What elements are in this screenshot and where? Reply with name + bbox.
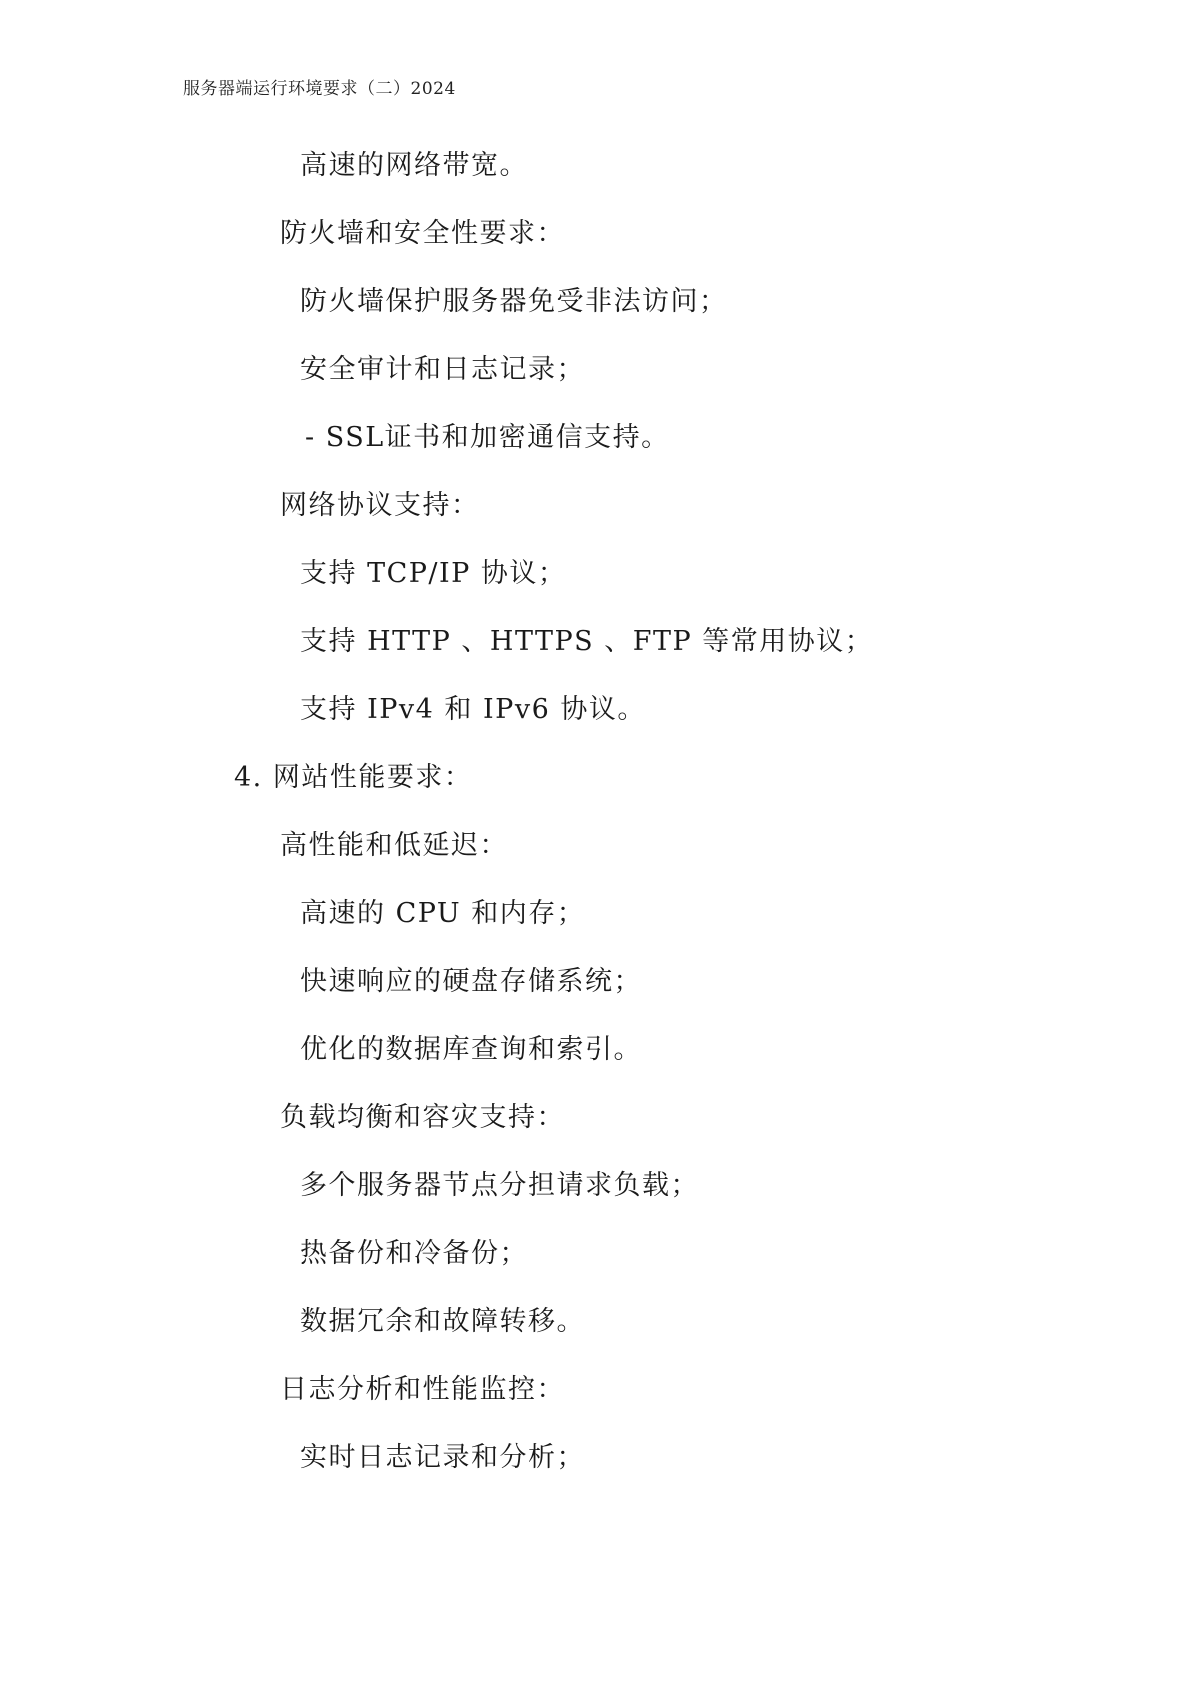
bullet-item: 优化的数据库查询和索引。: [300, 1034, 642, 1065]
subsection-heading: 负载均衡和容灾支持：: [280, 1102, 565, 1133]
bullet-item: 快速响应的硬盘存储系统；: [300, 966, 642, 997]
bullet-item: - SSL证书和加密通信支持。: [305, 422, 670, 453]
section-heading: 4. 网站性能要求：: [234, 762, 473, 793]
bullet-item: 防火墙保护服务器免受非法访问；: [300, 286, 728, 317]
bullet-item: 安全审计和日志记录；: [300, 354, 585, 385]
subsection-heading: 网络协议支持：: [280, 490, 480, 521]
bullet-item: 高速的网络带宽。: [300, 150, 528, 181]
bullet-item: 数据冗余和故障转移。: [300, 1306, 585, 1337]
page-header: 服务器端运行环境要求（二）2024: [183, 79, 456, 99]
bullet-item: 实时日志记录和分析；: [300, 1442, 585, 1473]
bullet-item: 支持 IPv4 和 IPv6 协议。: [300, 694, 646, 725]
subsection-heading: 高性能和低延迟：: [280, 830, 508, 861]
subsection-heading: 日志分析和性能监控：: [280, 1374, 565, 1405]
bullet-item: 高速的 CPU 和内存；: [300, 898, 586, 929]
bullet-item: 多个服务器节点分担请求负载；: [300, 1170, 699, 1201]
bullet-item: 热备份和冷备份；: [300, 1238, 528, 1269]
bullet-item: 支持 HTTP 、HTTPS 、FTP 等常用协议；: [300, 626, 874, 657]
subsection-heading: 防火墙和安全性要求：: [280, 218, 565, 249]
bullet-item: 支持 TCP/IP 协议；: [300, 558, 567, 589]
